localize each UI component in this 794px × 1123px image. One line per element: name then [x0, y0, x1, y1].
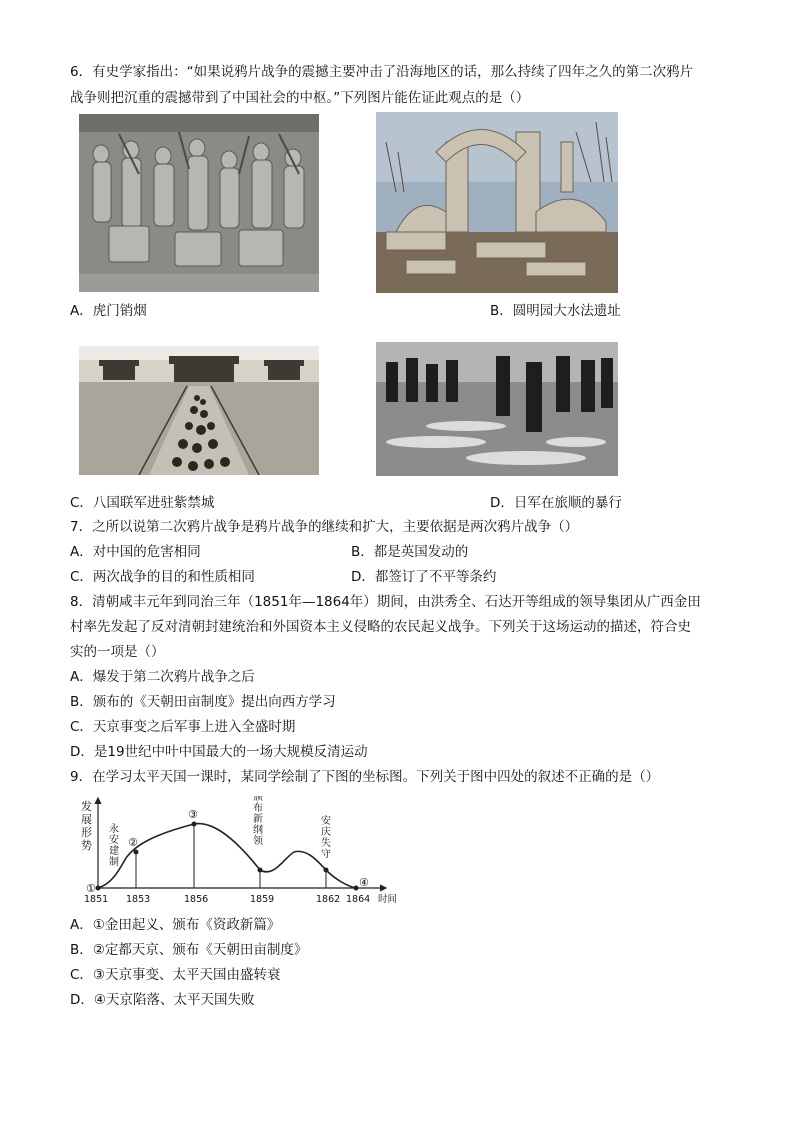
q7-option-c[interactable]: C．两次战争的目的和性质相同 [70, 569, 255, 585]
tick-1862: 1862 [316, 894, 341, 904]
q6-stem-line2: 战争则把沉重的震撼带到了中国社会的中枢。”下列图片能佐证此观点的是（） [70, 90, 530, 106]
q9-option-b[interactable]: B．②定都天京、颁布《天朝田亩制度》 [70, 942, 308, 958]
annotation-new-program-char: 领 [253, 836, 263, 847]
q9-option-d[interactable]: D．④天京陷落、太平天国失败 [70, 992, 255, 1008]
marker-2: ② [128, 836, 138, 849]
annotation-new-program-char: 新 [253, 814, 263, 825]
q6-stem-line1: 6．有史学家指出：“如果说鸦片战争的震撼主要冲击了沿海地区的话，那么持续了四年之久的第二次鸦片 [70, 64, 694, 80]
tick-1851: 1851 [84, 894, 109, 904]
trend-line [98, 824, 356, 888]
q6-option-c[interactable]: C．八国联军进驻紫禁城 [70, 495, 215, 511]
marker-3: ③ [188, 808, 198, 821]
q7-option-a[interactable]: A．对中国的危害相同 [70, 544, 201, 560]
taiping-trend-chart [76, 796, 416, 904]
annotation-new-program-char: 纲 [253, 825, 263, 836]
annotation-yongan-char: 建 [109, 846, 119, 857]
q8-option-d[interactable]: D．是19世纪中叶中国最大的一场大规模反清运动 [70, 744, 368, 760]
forbidden-city-troops-image [79, 346, 319, 475]
y-axis-label-char: 发 [81, 800, 92, 813]
q9-stem: 9．在学习太平天国一课时，某同学绘制了下图的坐标图。下列关于图中四处的叙述不正确的是（） [70, 769, 660, 785]
annotation-anqing-char: 守 [321, 849, 331, 860]
tick-1859: 1859 [250, 894, 275, 904]
point-1864 [354, 886, 359, 891]
point-1862 [324, 868, 329, 873]
point-1851 [96, 886, 101, 891]
marker-4: ④ [359, 876, 369, 889]
annotation-anqing-char: 安 [321, 816, 331, 827]
point-1856 [192, 822, 197, 827]
lushun-atrocity-image [376, 342, 618, 476]
chart-svg [76, 796, 416, 904]
q6-option-b[interactable]: B．圆明园大水法遗址 [490, 303, 621, 319]
annotation-yongan-char: 安 [109, 835, 119, 846]
tick-1853: 1853 [126, 894, 151, 904]
point-1859 [258, 868, 263, 873]
tick-1864: 1864 [346, 894, 371, 904]
annotation-anqing-char: 失 [321, 838, 331, 849]
annotation-yongan-char: 制 [109, 857, 119, 868]
q7-option-b[interactable]: B．都是英国发动的 [351, 544, 469, 560]
q6-option-a[interactable]: A．虎门销烟 [70, 303, 147, 319]
q9-option-c[interactable]: C．③天京事变、太平天国由盛转衰 [70, 967, 281, 983]
marker-1: ① [86, 882, 96, 895]
relief-sculpture-image [79, 114, 319, 292]
q8-option-c[interactable]: C．天京事变之后军事上进入全盛时期 [70, 719, 296, 735]
tick-1856: 1856 [184, 894, 209, 904]
y-axis-label-char: 势 [81, 839, 92, 852]
q8-stem-line3: 实的一项是（） [70, 644, 165, 660]
annotation-new-program-char: 颁 [253, 796, 263, 803]
q8-stem-line2: 村率先发起了反对清朝封建统治和外国资本主义侵略的农民起义战争。下列关于这场运动的描述，符合史 [70, 619, 691, 635]
q8-option-b[interactable]: B．颁布的《天朝田亩制度》提出向西方学习 [70, 694, 336, 710]
yuanmingyuan-ruins-image [376, 112, 618, 293]
q8-stem-line1: 8．清朝咸丰元年到同治三年（1851年—1864年）期间，由洪秀全、石达开等组成的领导集团从广西金田 [70, 594, 701, 610]
point-1853 [134, 850, 139, 855]
annotation-new-program-char: 布 [253, 803, 263, 814]
q6-option-d[interactable]: D．日军在旅顺的暴行 [490, 495, 622, 511]
y-axis-label-char: 展 [81, 813, 92, 826]
q9-option-a[interactable]: A．①金田起义、颁布《资政新篇》 [70, 917, 281, 933]
q8-option-a[interactable]: A．爆发于第二次鸦片战争之后 [70, 669, 255, 685]
annotation-yongan-char: 永 [109, 824, 119, 835]
q7-stem: 7．之所以说第二次鸦片战争是鸦片战争的继续和扩大，主要依据是两次鸦片战争（） [70, 519, 579, 535]
q7-option-d[interactable]: D．都签订了不平等条约 [351, 569, 497, 585]
annotation-anqing-char: 庆 [321, 827, 331, 838]
x-axis-label: 时间 [378, 894, 398, 904]
y-axis-label [81, 799, 92, 852]
y-axis-label-char: 形 [81, 826, 92, 839]
